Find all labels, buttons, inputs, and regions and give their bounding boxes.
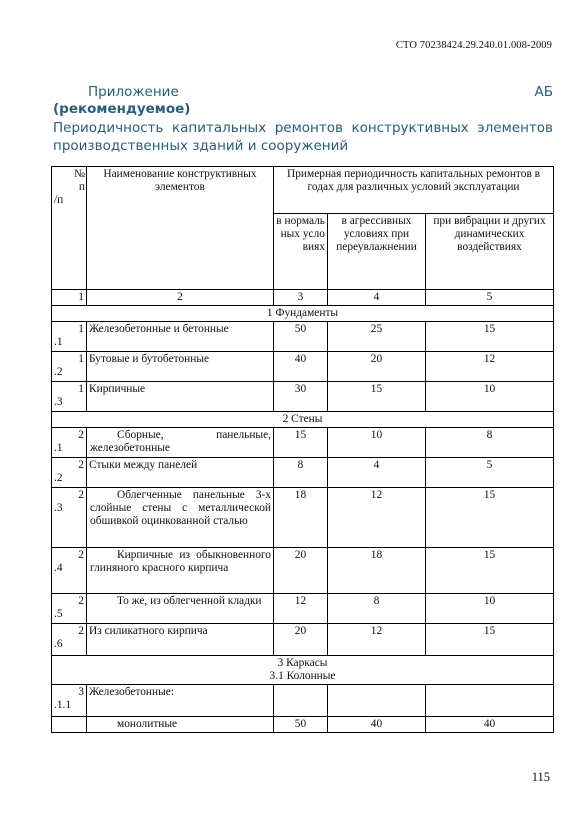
row-value-aggressive: 15: [328, 382, 426, 412]
table-row: [52, 624, 554, 656]
row-value-normal: 50: [274, 717, 328, 733]
row-value-normal: 8: [274, 458, 328, 488]
row-value-aggressive: 10: [328, 428, 426, 458]
row-value-vibration: 15: [426, 624, 554, 656]
row-name: монолитные: [87, 717, 274, 733]
table-row: [52, 717, 554, 733]
page-number: 115: [531, 770, 550, 784]
table-row: [52, 685, 554, 717]
table-row: [52, 458, 554, 488]
section-title: [52, 656, 554, 685]
row-value-normal: 20: [274, 624, 328, 656]
appendix-label: Приложение: [88, 84, 179, 100]
appendix-letter: АБ: [534, 84, 553, 100]
row-value-aggressive: [328, 685, 426, 717]
section-title: 2 Стены: [52, 412, 554, 428]
table-row: [52, 548, 554, 594]
subsection-title: 3.1 Колонные: [269, 670, 336, 682]
row-value-vibration: 40: [426, 717, 554, 733]
row-name: Железобетонные:: [87, 685, 274, 717]
row-value-aggressive: 20: [328, 352, 426, 382]
section-row: [52, 306, 554, 322]
row-number: 2 .2: [52, 458, 87, 488]
row-name: Сборные, панельные, железобетонные: [87, 428, 274, 458]
row-value-normal: 20: [274, 548, 328, 594]
row-number: 2 .5: [52, 594, 87, 624]
header-name: Наименование конструктивных элементов: [87, 167, 274, 290]
row-number: 2 .6: [52, 624, 87, 656]
row-value-aggressive: 12: [328, 624, 426, 656]
row-number: 2 .1: [52, 428, 87, 458]
row-number: 3 .1.1: [52, 685, 87, 717]
row-value-vibration: [426, 685, 554, 717]
row-name: Стыки между панелей: [87, 458, 274, 488]
table-header-row: [52, 167, 554, 214]
header-number: № п /п: [52, 167, 87, 290]
section-title-line: 3 Каркасы: [277, 657, 328, 669]
header-vibration-conditions: при вибрации и других динамических воздействиях: [426, 214, 554, 290]
row-value-normal: [274, 685, 328, 717]
row-value-normal: 15: [274, 428, 328, 458]
row-value-normal: 40: [274, 352, 328, 382]
index-cell: 4: [328, 290, 426, 306]
table-row: [52, 488, 554, 548]
row-name: То же, из облегченной кладки: [87, 594, 274, 624]
repair-period-table: [51, 166, 554, 733]
row-value-normal: 50: [274, 322, 328, 352]
row-value-vibration: 10: [426, 382, 554, 412]
section-title: 1 Фундаменты: [52, 306, 554, 322]
document-code: СТО 70238424.29.240.01.008-2009: [395, 40, 552, 51]
row-number: 2 .4: [52, 548, 87, 594]
row-value-aggressive: 12: [328, 488, 426, 548]
row-value-aggressive: 25: [328, 322, 426, 352]
table-row: [52, 594, 554, 624]
row-value-aggressive: 18: [328, 548, 426, 594]
row-value-normal: 12: [274, 594, 328, 624]
row-name: Облегченные панельные 3-х слойные стены с металлической обшивкой оцинкованной сталью: [87, 488, 274, 548]
row-number: 1 .1: [52, 322, 87, 352]
section-row: [52, 412, 554, 428]
row-value-vibration: 5: [426, 458, 554, 488]
row-value-vibration: 10: [426, 594, 554, 624]
row-name: Кирпичные из обыкновенного глиняного красного кирпича: [87, 548, 274, 594]
index-cell: 3: [274, 290, 328, 306]
table-row: [52, 352, 554, 382]
row-name: Бутовые и бутобетонные: [87, 352, 274, 382]
row-number: 1 .3: [52, 382, 87, 412]
header-group: Примерная периодичность капитальных ремонтов в годах для различных условий эксплуатации: [274, 167, 554, 214]
row-name: Из силикатного кирпича: [87, 624, 274, 656]
row-value-vibration: 15: [426, 548, 554, 594]
index-row: [52, 290, 554, 306]
row-value-aggressive: 40: [328, 717, 426, 733]
section-row: [52, 656, 554, 685]
row-value-vibration: 15: [426, 488, 554, 548]
row-name: Кирпичные: [87, 382, 274, 412]
table-row: [52, 428, 554, 458]
row-value-normal: 18: [274, 488, 328, 548]
appendix-title: Периодичность капитальных ремонтов конструктивных элементов производственных зданий и сооружений: [53, 120, 553, 154]
header-normal-conditions: в нормальных условиях: [274, 214, 328, 290]
table-row: [52, 322, 554, 352]
row-name: Железобетонные и бетонные: [87, 322, 274, 352]
row-number: 2 .3: [52, 488, 87, 548]
table-row: [52, 382, 554, 412]
index-cell: 2: [87, 290, 274, 306]
row-value-vibration: 15: [426, 322, 554, 352]
row-value-normal: 30: [274, 382, 328, 412]
row-value-aggressive: 8: [328, 594, 426, 624]
row-value-vibration: 12: [426, 352, 554, 382]
row-value-aggressive: 4: [328, 458, 426, 488]
header-aggressive-conditions: в агрессивных условиях при переувлажнении: [328, 214, 426, 290]
appendix-label-line: [53, 84, 553, 100]
index-cell: 1: [52, 290, 87, 306]
row-number: [52, 717, 87, 733]
appendix-heading: [53, 84, 553, 155]
row-value-vibration: 8: [426, 428, 554, 458]
appendix-status: (рекомендуемое): [53, 101, 191, 117]
index-cell: 5: [426, 290, 554, 306]
row-number: 1 .2: [52, 352, 87, 382]
